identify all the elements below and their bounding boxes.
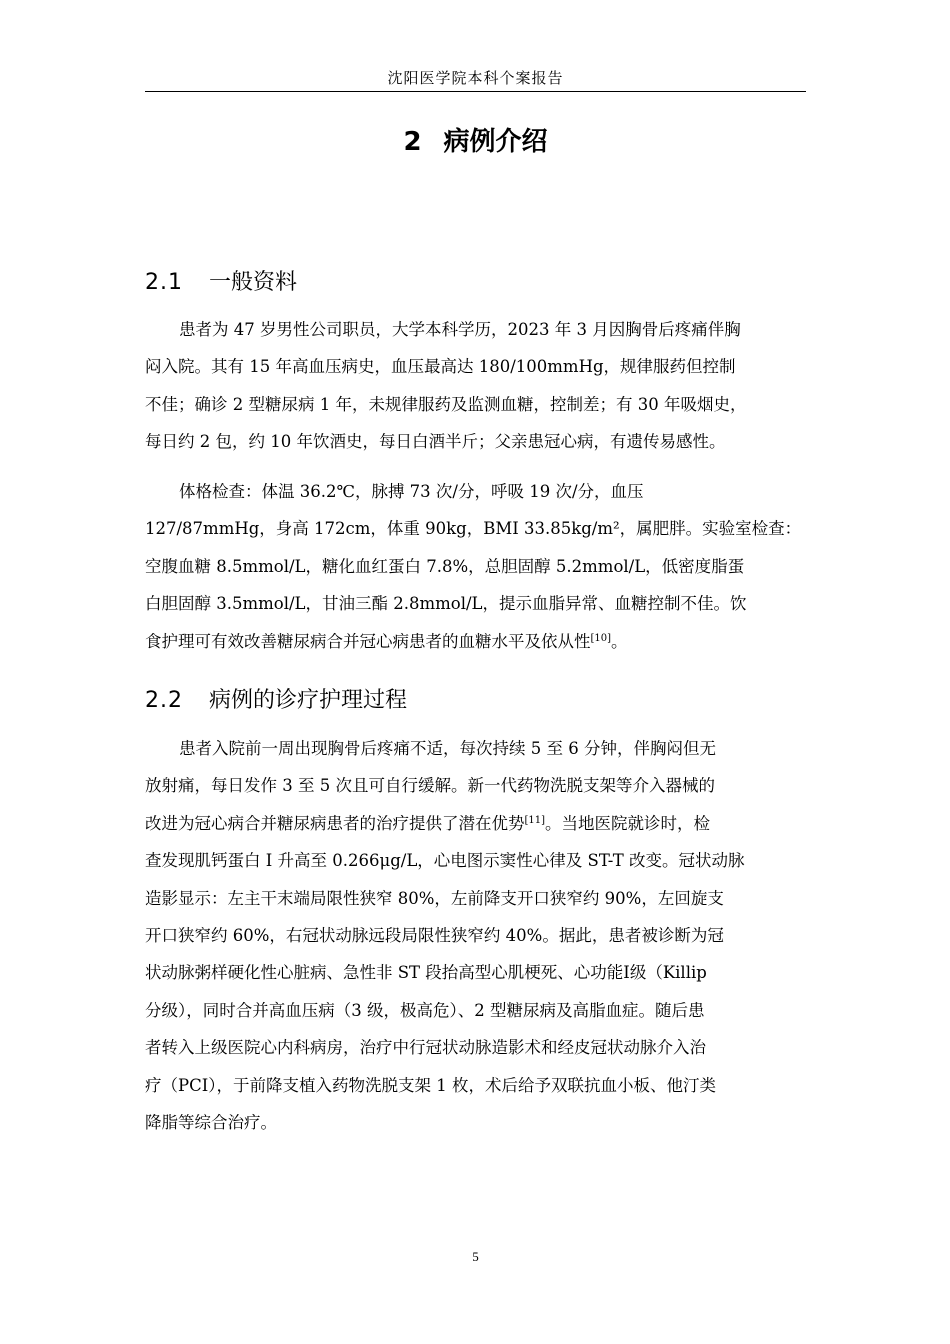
header-divider — [145, 91, 806, 92]
paragraph-general-info — [145, 311, 806, 461]
text-line: 放射痛，每日发作 3 至 5 次且可自行缓解。新一代药物洗脱支架等介入器械的 — [145, 776, 715, 796]
text-line: 闷入院。其有 15 年高血压病史，血压最高达 180/100mmHg，规律服药但控制 — [145, 357, 736, 377]
section-heading-2-1 — [145, 268, 297, 298]
text-line: 空腹血糖 8.5mmol/L，糖化血红蛋白 7.8%，总胆固醇 5.2mmol/L，低密度脂蛋 — [145, 556, 745, 576]
citation-ref: [11] — [524, 814, 546, 826]
text-line: 开口狭窄约 60%，右冠状动脉远段局限性狭窄约 40%。据此，患者被诊断为冠 — [145, 925, 724, 945]
text-line: 体格检查：体温 36.2℃，脉搏 73 次/分，呼吸 19 次/分，血压 — [179, 482, 644, 501]
chapter-title-text: 病例介绍 — [443, 127, 548, 157]
text-segment: 。当地医院就诊时，检 — [545, 813, 711, 833]
text-line: 造影显示：左主干末端局限性狭窄 80%，左前降支开口狭窄约 90%，左回旋支 — [145, 888, 724, 908]
text-line: 127/87mmHg，身高 172cm，体重 90kg，BMI 33.85kg/m²，属肥胖。实验室检查： — [145, 519, 802, 539]
section-number: 2.1 — [145, 270, 183, 295]
citation-ref: [10] — [590, 632, 612, 644]
text-line: 分级），同时合并高血压病（3 级，极高危）、2 型糖尿病及高脂血症。随后患 — [145, 1000, 705, 1020]
text-line: 者转入上级医院心内科病房，治疗中行冠状动脉造影术和经皮冠状动脉介入治 — [145, 1038, 706, 1058]
page-number: 5 — [472, 1249, 479, 1264]
text-line: 不佳；确诊 2 型糖尿病 1 年，未规律服药及监测血糖，控制差；有 30 年吸烟史， — [145, 394, 747, 414]
text-line: 白胆固醇 3.5mmol/L，甘油三酯 2.8mmol/L，提示血脂异常、血糖控制不佳。饮 — [145, 594, 747, 614]
running-header: 沈阳医学院本科个案报告 — [387, 69, 564, 87]
section-title: 病例的诊疗护理过程 — [209, 688, 408, 713]
section-number: 2.2 — [145, 688, 183, 713]
chapter-number: 2 — [403, 127, 422, 157]
text-line: 患者为 47 岁男性公司职员，大学本科学历，2023 年 3 月因胸骨后疼痛伴胸 — [179, 320, 741, 339]
text-segment: 食护理可有效改善糖尿病合并冠心病患者的血糖水平及依从性 — [145, 631, 591, 651]
text-line: 降脂等综合治疗。 — [145, 1112, 277, 1132]
section-title: 一般资料 — [209, 270, 298, 295]
text-line: 患者入院前一周出现胸骨后疼痛不适，每次持续 5 至 6 分钟，伴胸闷但无 — [179, 739, 716, 758]
text-line: 疗（PCI），于前降支植入药物洗脱支架 1 枚，术后给予双联抗血小板、他汀类 — [145, 1075, 716, 1095]
text-line: 每日约 2 包，约 10 年饮酒史，每日白酒半斤；父亲患冠心病，有遗传易感性。 — [145, 432, 726, 452]
text-line — [145, 623, 806, 660]
section-heading-2-2 — [145, 686, 407, 716]
text-segment: 改进为冠心病合并糖尿病患者的治疗提供了潜在优势 — [145, 813, 525, 833]
paragraph-physical-exam — [145, 473, 806, 660]
paragraph-diagnosis-process — [145, 730, 806, 1141]
text-line: 状动脉粥样硬化性心脏病、急性非 ST 段抬高型心肌梗死、心功能Ⅰ级（Killip — [145, 963, 707, 983]
text-segment: 。 — [611, 631, 628, 651]
text-line: 查发现肌钙蛋白 I 升高至 0.266μg/L，心电图示窦性心律及 ST-T 改变。冠状动脉 — [145, 851, 745, 871]
text-line — [145, 805, 806, 842]
chapter-title — [145, 122, 806, 162]
